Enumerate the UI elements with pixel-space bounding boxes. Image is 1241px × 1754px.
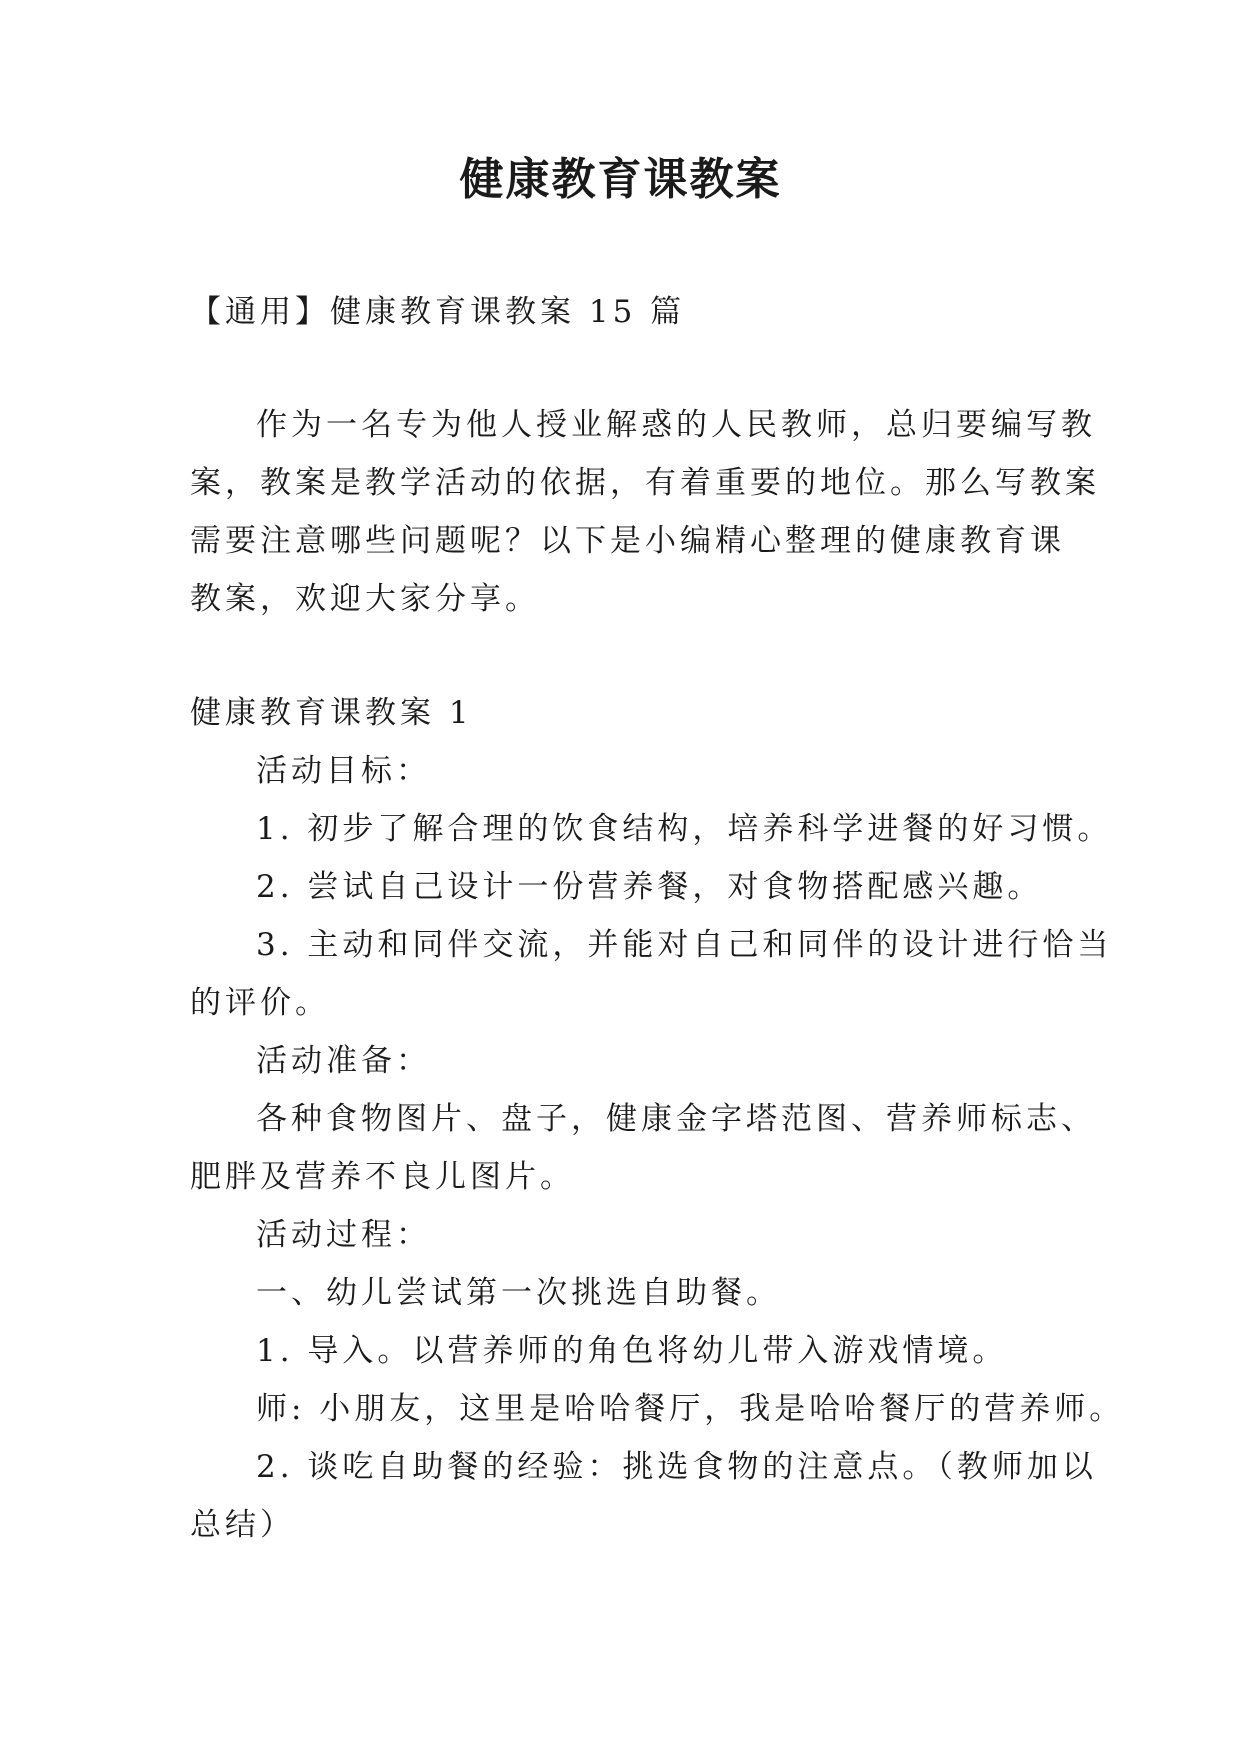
body-line: 肥胖及营养不良儿图片。	[190, 1159, 575, 1195]
body-line: 总结）	[190, 1507, 295, 1543]
body-line: 师: 小朋友，这里是哈哈餐厅，我是哈哈餐厅的营养师。	[256, 1391, 1125, 1427]
body-line: 一、幼儿尝试第一次挑选自助餐。	[256, 1275, 781, 1311]
body-line: 活动目标：	[256, 753, 431, 789]
intro-line: 教案，欢迎大家分享。	[190, 581, 540, 617]
intro-line: 案，教案是教学活动的依据，有着重要的地位。那么写教案	[190, 465, 1100, 501]
subtitle: 【通用】健康教育课教案 15 篇	[190, 294, 686, 330]
body-line: 活动准备：	[256, 1043, 431, 1079]
body-line: 活动过程：	[256, 1217, 431, 1253]
body-line: 2. 谈吃自助餐的经验：挑选食物的注意点。（教师加以	[256, 1449, 1097, 1485]
body-line: 1. 导入。以营养师的角色将幼儿带入游戏情境。	[256, 1333, 1008, 1369]
body-line: 1. 初步了解合理的饮食结构，培养科学进餐的好习惯。	[256, 811, 1113, 847]
body-line: 各种食物图片、盘子，健康金字塔范图、营养师标志、	[256, 1101, 1096, 1137]
body-line: 3. 主动和同伴交流，并能对自己和同伴的设计进行恰当	[256, 927, 1113, 963]
body-line: 2. 尝试自己设计一份营养餐，对食物搭配感兴趣。	[256, 869, 1043, 905]
intro-line: 需要注意哪些问题呢？以下是小编精心整理的健康教育课	[190, 523, 1065, 559]
body-line: 的评价。	[190, 985, 330, 1021]
page-title: 健康教育课教案	[459, 154, 782, 205]
section-heading: 健康教育课教案 1	[190, 695, 473, 731]
intro-line: 作为一名专为他人授业解惑的人民教师，总归要编写教	[256, 407, 1096, 443]
